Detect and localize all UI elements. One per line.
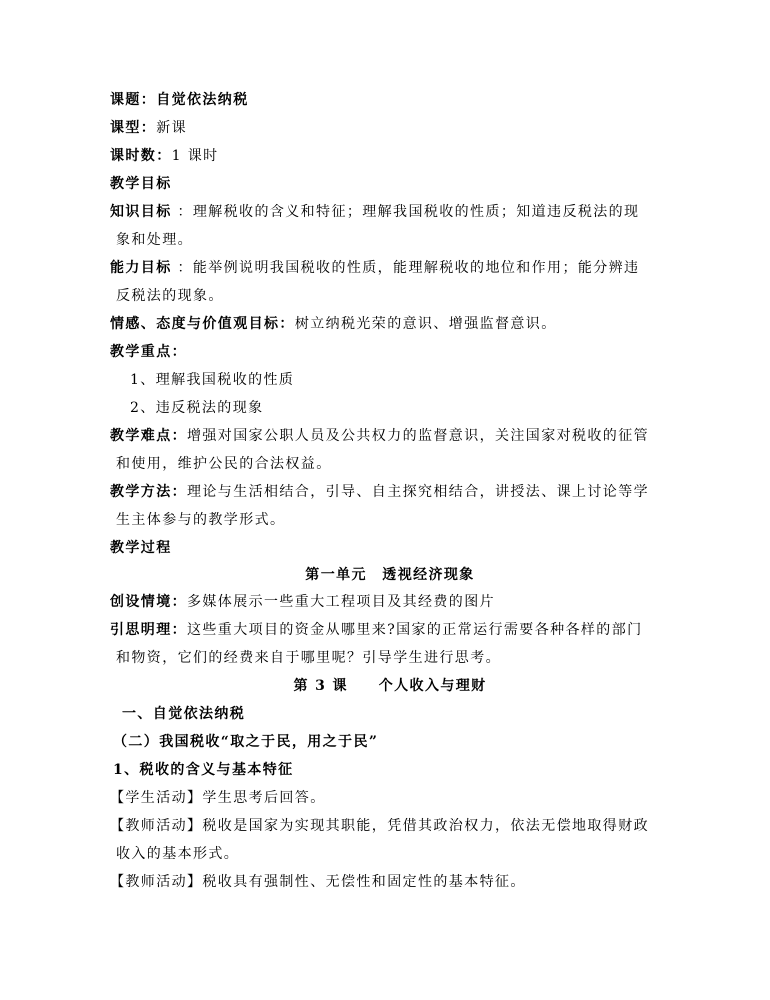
lesson-type-label: 课型： bbox=[110, 120, 157, 136]
lesson-chapter-title: 第 3 课 个人收入与理财 bbox=[293, 678, 487, 694]
key-point-item-1: 1、理解我国税收的性质 bbox=[130, 372, 295, 388]
difficulty-text-2: 和使用，维护公民的合法权益。 bbox=[116, 456, 332, 472]
section-heading-3: 1、税收的含义与基本特征 bbox=[113, 762, 294, 778]
knowledge-objective-label: 知识目标 bbox=[110, 204, 172, 220]
unit-title: 第一单元 透视经济现象 bbox=[305, 567, 475, 583]
emotion-objective-label: 情感、态度与价值观目标： bbox=[110, 316, 295, 332]
section-heading-2: （二）我国税收“取之于民，用之于民” bbox=[113, 734, 379, 750]
reason-label: 引思明理： bbox=[110, 622, 187, 638]
difficulty-line-1 bbox=[110, 426, 670, 446]
scene-text: 多媒体展示一些重大工程项目及其经费的图片 bbox=[187, 594, 495, 610]
methods-line-1 bbox=[110, 482, 670, 502]
methods-label: 教学方法： bbox=[110, 484, 187, 500]
objectives-heading: 教学目标 bbox=[110, 176, 172, 192]
ability-objective-text-1: ：能举例说明我国税收的性质，能理解税收的地位和作用；能分辨违 bbox=[171, 260, 640, 276]
scene-label: 创设情境： bbox=[110, 594, 187, 610]
teacher-activity-1-line-2: 收入的基本形式。 bbox=[116, 846, 240, 862]
teacher-activity-2: 【教师活动】税收具有强制性、无偿性和固定性的基本特征。 bbox=[110, 874, 526, 890]
difficulty-label: 教学难点： bbox=[110, 428, 187, 444]
ability-objective-line-1 bbox=[110, 258, 670, 278]
lesson-hours-line bbox=[110, 146, 670, 166]
key-point-item-2: 2、违反税法的现象 bbox=[130, 400, 264, 416]
lesson-hours-value: 1 课时 bbox=[171, 148, 219, 164]
lesson-title-value: 自觉依法纳税 bbox=[156, 92, 249, 108]
reason-line-1 bbox=[110, 620, 670, 640]
lesson-title-label: 课题： bbox=[110, 92, 157, 108]
lesson-title-line bbox=[110, 90, 670, 110]
knowledge-objective-line-1 bbox=[110, 202, 670, 222]
lesson-type-value: 新课 bbox=[156, 120, 188, 136]
ability-objective-label: 能力目标 bbox=[110, 260, 172, 276]
emotion-objective-line bbox=[110, 314, 670, 334]
scene-line bbox=[110, 592, 670, 612]
teacher-activity-1-line-1: 【教师活动】税收是国家为实现其职能，凭借其政治权力，依法无偿地取得财政 bbox=[110, 818, 649, 834]
methods-text-1: 理论与生活相结合，引导、自主探究相结合，讲授法、课上讨论等学 bbox=[187, 484, 649, 500]
process-heading: 教学过程 bbox=[110, 540, 172, 556]
reason-text-2: 和物资，它们的经费来自于哪里呢？引导学生进行思考。 bbox=[116, 650, 501, 666]
section-heading-1: 一、自觉依法纳税 bbox=[122, 706, 246, 722]
knowledge-objective-text-1: ：理解税收的含义和特征；理解我国税收的性质；知道违反税法的现 bbox=[171, 204, 640, 220]
lesson-type-line bbox=[110, 118, 670, 138]
ability-objective-text-2: 反税法的现象。 bbox=[116, 288, 224, 304]
lesson-hours-label: 课时数： bbox=[110, 148, 172, 164]
student-activity-1: 【学生活动】学生思考后回答。 bbox=[110, 790, 326, 806]
difficulty-text-1: 增强对国家公职人员及公共权力的监督意识，关注国家对税收的征管 bbox=[187, 428, 649, 444]
knowledge-objective-text-2: 象和处理。 bbox=[116, 232, 193, 248]
methods-text-2: 生主体参与的教学形式。 bbox=[116, 512, 286, 528]
key-points-heading: 教学重点： bbox=[110, 344, 187, 360]
reason-text-1: 这些重大项目的资金从哪里来?国家的正常运行需要各种各样的部门 bbox=[187, 622, 643, 638]
emotion-objective-text: 树立纳税光荣的意识、增强监督意识。 bbox=[294, 316, 557, 332]
